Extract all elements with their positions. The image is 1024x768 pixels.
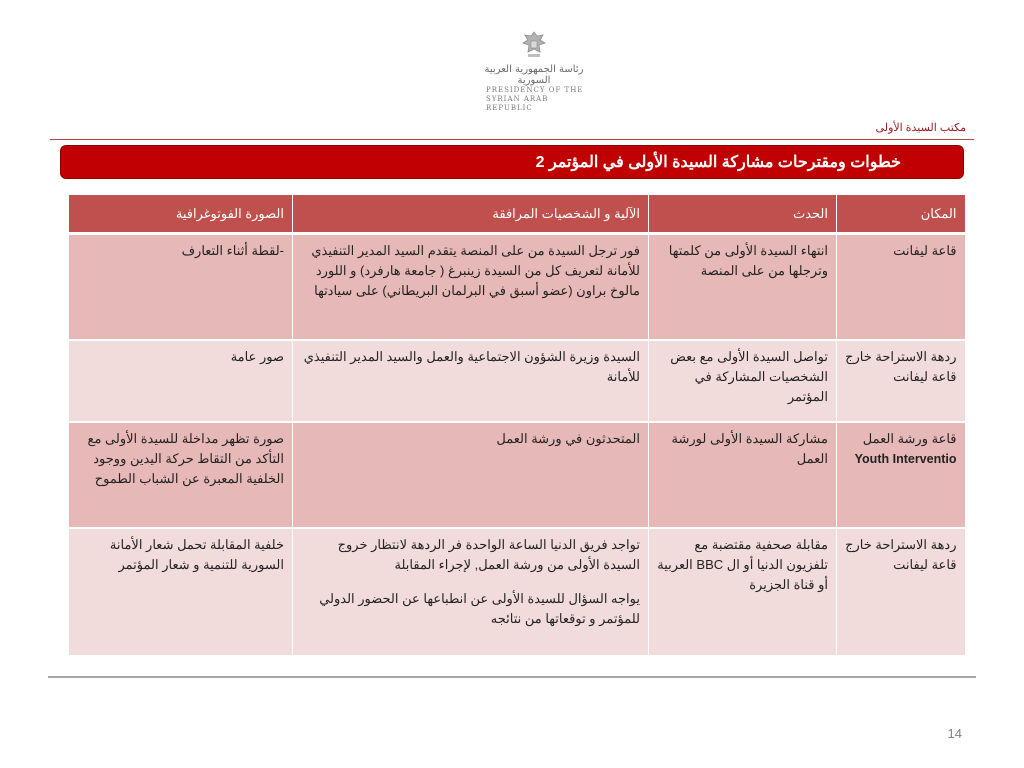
cell-mechanism bbox=[293, 528, 649, 656]
presidency-logo bbox=[484, 30, 584, 113]
eagle-emblem-icon bbox=[521, 30, 547, 60]
cell-event: مشاركة السيدة الأولى لورشة العمل bbox=[649, 422, 837, 528]
cell-mechanism: السيدة وزيرة الشؤون الاجتماعية والعمل والسيد المدير التنفيذي للأمانة bbox=[293, 340, 649, 422]
cell-mechanism: فور ترجل السيدة من على المنصة يتقدم السيد المدير التنفيذي للأمانة لتعريف كل من السيدة زينبرغ ( جامعة هارفرد) و اللورد مالوخ براون (عضو أسبق في البرلمان البريطاني) على سيادتها bbox=[293, 234, 649, 340]
org-name-english-line1: PRESIDENCY OF THE bbox=[486, 86, 584, 94]
table-row bbox=[69, 422, 965, 528]
cell-mechanism: المتحدثون في ورشة العمل bbox=[293, 422, 649, 528]
table-row bbox=[69, 234, 965, 340]
cell-mechanism-para1: تواجد فريق الدنيا الساعة الواحدة فر الردهة لانتظار خروج السيدة الأولى من ورشة العمل, لإجراء المقابلة bbox=[337, 536, 640, 572]
cell-event: تواصل السيدة الأولى مع بعض الشخصيات المشاركة في المؤتمر bbox=[649, 340, 837, 422]
table-header-row bbox=[69, 195, 965, 234]
cell-mechanism-para2: يواجه السؤال للسيدة الأولى عن انطباعها عن الحضور الدولي للمؤتمر و توقعاتها من نتائجه bbox=[319, 590, 640, 626]
org-name-arabic: رئاسة الجمهورية العربية السورية bbox=[484, 64, 584, 86]
cell-event: انتهاء السيدة الأولى من كلمتها وترجلها من على المنصة bbox=[649, 234, 837, 340]
table-row bbox=[69, 528, 965, 656]
steps-table bbox=[68, 195, 965, 657]
cell-photo: صورة تظهر مداخلة للسيدة الأولى مع التأكد من التقاط حركة اليدين ووجود الخلفية المعبرة عن الشباب الطموح bbox=[69, 422, 293, 528]
table-row bbox=[69, 340, 965, 422]
header-divider bbox=[50, 139, 974, 140]
header-mechanism: الآلية و الشخصيات المرافقة bbox=[293, 195, 649, 234]
org-name-english-line2: SYRIAN ARAB REPUBLIC bbox=[486, 95, 549, 112]
page-number: 14 bbox=[947, 726, 962, 741]
cell-place: ردهة الاستراحة خارج قاعة ليفانت bbox=[837, 340, 965, 422]
slide-title: خطوات ومقترحات مشاركة السيدة الأولى في المؤتمر 2 bbox=[535, 154, 901, 171]
footer-divider bbox=[48, 676, 976, 678]
cell-place: ردهة الاستراحة خارج قاعة ليفانت bbox=[837, 528, 965, 656]
cell-photo: خلفية المقابلة تحمل شعار الأمانة السورية للتنمية و شعار المؤتمر bbox=[69, 528, 293, 656]
header-event: الحدث bbox=[649, 195, 837, 234]
header-photo: الصورة الفوتوغرافية bbox=[69, 195, 293, 234]
cell-event: مقابلة صحفية مقتضبة مع تلفزيون الدنيا أو ال BBC العربية أو قناة الجزيرة bbox=[649, 528, 837, 656]
cell-place-english: Youth Interventio bbox=[854, 451, 957, 466]
office-label: مكتب السيدة الأولى bbox=[875, 122, 966, 134]
header-place: المكان bbox=[837, 195, 965, 234]
slide-title-banner bbox=[60, 145, 964, 179]
cell-place-arabic: قاعة ورشة العمل bbox=[862, 430, 957, 446]
cell-place: قاعة ليفانت bbox=[837, 234, 965, 340]
cell-place bbox=[837, 422, 965, 528]
cell-photo: صور عامة bbox=[69, 340, 293, 422]
cell-photo: -لقطة أثناء التعارف bbox=[69, 234, 293, 340]
